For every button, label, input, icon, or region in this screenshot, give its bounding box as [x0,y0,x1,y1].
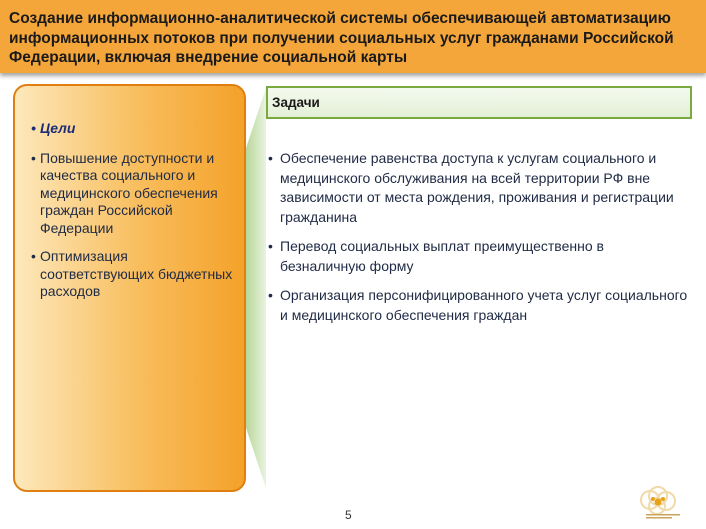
bullet-icon: • [268,150,273,166]
task-item [268,149,688,227]
tasks-heading: Задачи [272,95,320,110]
task-text: Организация персонифицированного учета услуг социального и медицинского обеспечения граждан [280,287,688,323]
page-number: 5 [345,508,352,522]
goal-item [31,248,236,301]
tasks-list [268,149,688,335]
goals-panel [13,84,246,492]
goal-text: Повышение доступности и качества социального и медицинского обеспечения граждан Российской Федерации [40,149,218,236]
organization-logo-icon [632,486,690,520]
goal-item [31,150,236,238]
task-text: Обеспечение равенства доступа к услугам социального и медицинского обслуживания на всей территории РФ вне зависимости от места рождения, проживания и регистрации гражданина [280,150,674,225]
title-bar [0,0,706,73]
bullet-icon: • [31,149,36,166]
tasks-header [266,86,692,119]
connector-chevron [246,88,266,488]
task-text: Перевод социальных выплат преимущественно в безналичную форму [280,238,604,274]
task-item [268,286,688,325]
goals-heading: Цели [40,120,76,136]
bullet-icon: • [268,238,273,254]
task-item [268,237,688,276]
bullet-icon: • [31,248,36,264]
goal-text: Оптимизация соответствующих бюджетных расходов [40,248,233,299]
bullet-icon: • [31,120,36,136]
slide-title: Создание информационно-аналитической системы обеспечивающей автоматизацию информационных потоков при получении социальных услуг гражданами Российской Федерации, включая внедрение социальной карты [9,10,674,66]
bullet-icon: • [268,287,273,303]
goals-list [31,120,236,312]
goals-heading-item [31,120,236,138]
